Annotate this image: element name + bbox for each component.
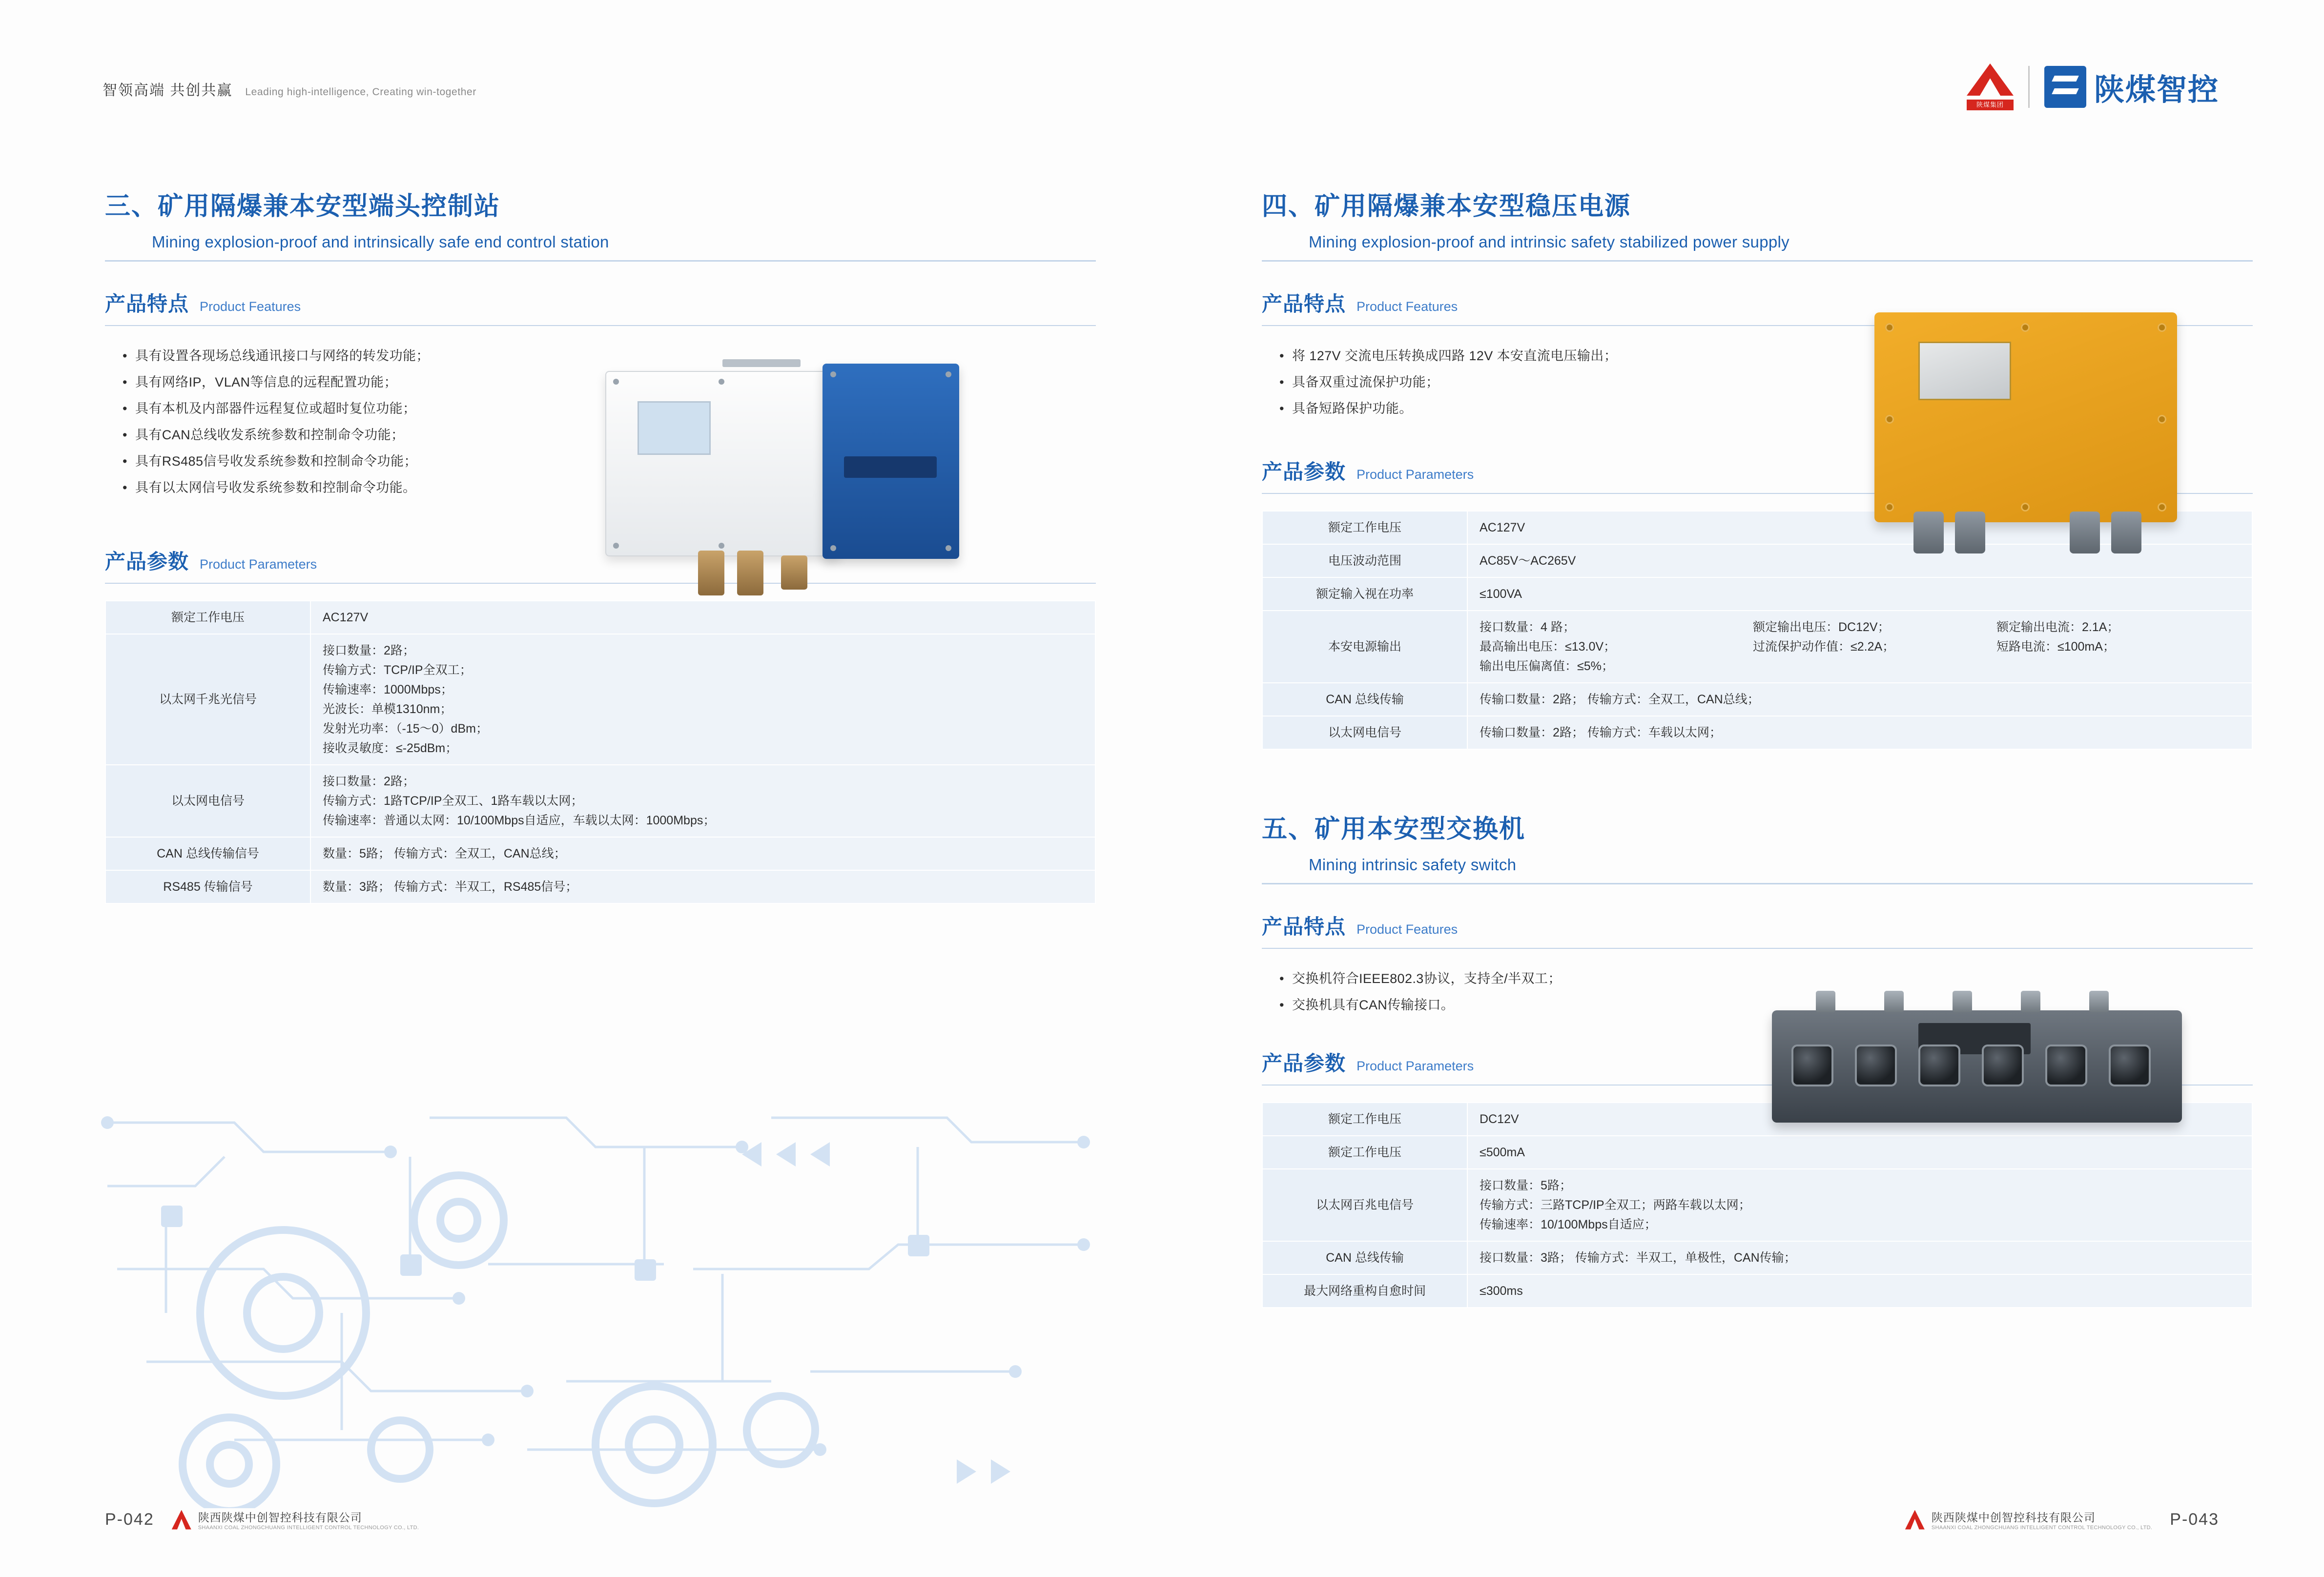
param-key: 额定输入视在功率 [1262,577,1467,611]
list-item: • 具有网络IP，VLAN等信息的远程配置功能； [123,369,1096,395]
page-number-left: P-042 [105,1510,154,1529]
section3-rule [105,260,1096,262]
intrinsic-safety-switch-photo [1757,981,2197,1167]
header-slogan [103,78,476,100]
table-row [1262,716,2252,749]
params-head-cn: 产品参数 [105,550,189,573]
param-value: AC127V [1467,511,2252,544]
params-head-en: Product Parameters [200,557,317,572]
device-slot [844,456,937,478]
param-key: 额定工作电压 [1262,1103,1467,1136]
param-value: 接口数量：3路； 传输方式：半双工，单极性，CAN传输； [1467,1241,2252,1274]
param-key: CAN 总线传输信号 [105,837,310,870]
table-row [1262,1241,2252,1274]
footer-left [105,1509,419,1531]
param-value: 数量：3路； 传输方式：半双工，RS485信号； [310,870,1095,903]
features-rule [105,325,1096,326]
list-item: • 具有CAN总线收发系统参数和控制命令功能； [123,422,1096,448]
device-connector [781,555,807,590]
param-value: ≤500mA [1467,1136,2252,1169]
list-item: • 将 127V 交流电压转换成四路 12V 本安直流电压输出； [1279,343,2253,369]
features-head-cn: 产品特点 [1262,292,1346,315]
device-orange-enclosure [1874,312,2177,522]
company-mark-icon [1905,1510,1925,1530]
param-key: CAN 总线传输 [1262,683,1467,716]
device-connector [698,551,724,595]
list-item: • 交换机具有CAN传输接口。 [1279,992,2253,1018]
params-head-cn: 产品参数 [1262,1052,1346,1075]
features-head-en: Product Features [1357,299,1458,314]
device-connector [2070,512,2100,553]
brand-divider [2028,66,2030,108]
section4-rule [1262,260,2253,262]
decorative-circuit-artwork [88,1059,1103,1508]
section3-features-head [105,288,1096,317]
list-item: • 具备短路保护功能。 [1279,395,2253,422]
param-value: 数量：5路； 传输方式：全双工，CAN总线； [310,837,1095,870]
list-item: • 具有RS485信号收发系统参数和控制命令功能； [123,448,1096,474]
param-key: 以太网千兆光信号 [105,634,310,765]
features-head-en: Product Features [1357,922,1458,937]
table-row [105,765,1095,837]
params-head-cn: 产品参数 [1262,460,1346,483]
table-row [105,634,1095,765]
param-value: ≤100VA [1467,577,2252,611]
param-value: 接口数量：4 路； 最高输出电压：≤13.0V； 输出电压偏离值：≤5%； 额定输出电压：DC12V； 过流保护动作值：≤2.2A； 额定输出电流：2.1A； 短路电流：≤100mA； [1467,611,2252,683]
param-value: 传输口数量：2路； 传输方式：车载以太网； [1467,716,2252,749]
list-item: • 具备双重过流保护功能； [1279,369,2253,395]
device-connector [2111,512,2141,553]
list-item: • 具有以太网信号收发系统参数和控制命令功能。 [123,474,1096,501]
param-value: 接口数量：2路； 传输方式：TCP/IP全双工； 传输速率：1000Mbps； 光波长：单模1310nm； 发射光功率：（-15～0）dBm； 接收灵敏度：≤-25dBm； [310,634,1095,765]
slogan-en: Leading high-intelligence, Creating win-together [245,86,476,98]
footer-company-logo [1905,1509,2152,1531]
shaanxi-coal-group-logo-icon [1967,63,2014,110]
shaanmei-zhikong-logo [2044,65,2219,109]
device-connector [737,551,763,595]
table-row [105,870,1095,903]
section4-title-cn: 四、矿用隔爆兼本安型稳压电源 [1262,192,1631,221]
brand-name: 陕煤智控 [2094,73,2219,107]
section5-title-cn: 五、矿用本安型交换机 [1262,815,1526,843]
param-value: 传输口数量：2路； 传输方式：全双工，CAN总线； [1467,683,2252,716]
section5-rule [1262,883,2253,884]
param-key: 本安电源输出 [1262,611,1467,683]
param-key: 最大网络重构自愈时间 [1262,1274,1467,1308]
brand-mark-text: 陕煤集团 [1967,100,2014,110]
section5-features-head [1262,911,2253,940]
features-rule [1262,948,2253,949]
slogan-cn: 智领高端 共创共赢 [103,82,233,99]
param-value: ≤300ms [1467,1274,2252,1308]
company-name-cn: 陕西陕煤中创智控科技有限公司 [1931,1511,2096,1524]
footer-company-logo [172,1509,419,1531]
param-key: 以太网电信号 [1262,716,1467,749]
list-item: • 交换机符合IEEE802.3协议，支持全/半双工； [1279,965,2253,992]
params-head-en: Product Parameters [1357,467,1474,482]
param-key: CAN 总线传输 [1262,1241,1467,1274]
device-window [638,401,711,455]
table-row [1262,1274,2252,1308]
param-key: 额定工作电压 [105,601,310,634]
param-value: 接口数量：2路； 传输方式：1路TCP/IP全双工、1路车载以太网； 传输速率：普通以太网：10/100Mbps自适应，车载以太网：1000Mbps； [310,765,1095,837]
company-mark-icon [172,1510,191,1530]
param-key: 以太网百兆电信号 [1262,1169,1467,1241]
features-head-cn: 产品特点 [1262,915,1346,938]
features-head-en: Product Features [200,299,301,314]
device-connector [1955,512,1985,553]
device-connector [1913,512,1944,553]
table-row [105,837,1095,870]
param-key: RS485 传输信号 [105,870,310,903]
section3-params-table [105,600,1096,904]
table-row [1262,577,2252,611]
company-name-cn: 陕西陕煤中创智控科技有限公司 [198,1511,362,1524]
list-item: • 具有设置各现场总线通讯接口与网络的转发功能； [123,343,1096,369]
param-key: 电压波动范围 [1262,544,1467,577]
list-item: • 具有本机及内部器件远程复位或超时复位功能； [123,395,1096,422]
end-control-station-photo [576,342,1006,615]
stabilized-power-supply-photo [1840,293,2231,566]
device-nameplate [1918,342,2011,400]
param-value: AC127V [310,601,1095,634]
section3-title-cn: 三、矿用隔爆兼本安型端头控制站 [105,192,501,221]
footer-right [1905,1509,2219,1531]
table-row [1262,611,2252,683]
param-key: 以太网电信号 [105,765,310,837]
page-number-right: P-043 [2170,1510,2219,1529]
param-key: 额定工作电压 [1262,511,1467,544]
device-top-bar [722,359,801,367]
section4-title-en: Mining explosion-proof and intrinsic safety stabilized power supply [1309,233,1789,251]
section5-title-en: Mining intrinsic safety switch [1309,856,1517,874]
section3-title-en: Mining explosion-proof and intrinsically safe end control station [152,233,609,251]
table-row [1262,683,2252,716]
device-white-enclosure [605,371,840,556]
company-name-en: SHAANXI COAL ZHONGCHUANG INTELLIGENT CONTROL TECHNOLOGY CO., LTD. [1931,1525,2153,1531]
param-value: 接口数量：5路； 传输方式：三路TCP/IP全双工；两路车载以太网； 传输速率：10/100Mbps自适应； [1467,1169,2252,1241]
param-value: DC12V [1467,1103,2252,1136]
params-head-en: Product Parameters [1357,1059,1474,1073]
table-row [1262,1169,2252,1241]
brand-lockup [1967,63,2219,110]
company-name-en: SHAANXI COAL ZHONGCHUANG INTELLIGENT CONTROL TECHNOLOGY CO., LTD. [198,1525,419,1531]
device-blue-enclosure [823,364,959,559]
features-head-cn: 产品特点 [105,292,189,315]
param-value: AC85V～AC265V [1467,544,2252,577]
zhikong-mark-icon [2044,66,2086,108]
param-key: 额定工作电压 [1262,1136,1467,1169]
